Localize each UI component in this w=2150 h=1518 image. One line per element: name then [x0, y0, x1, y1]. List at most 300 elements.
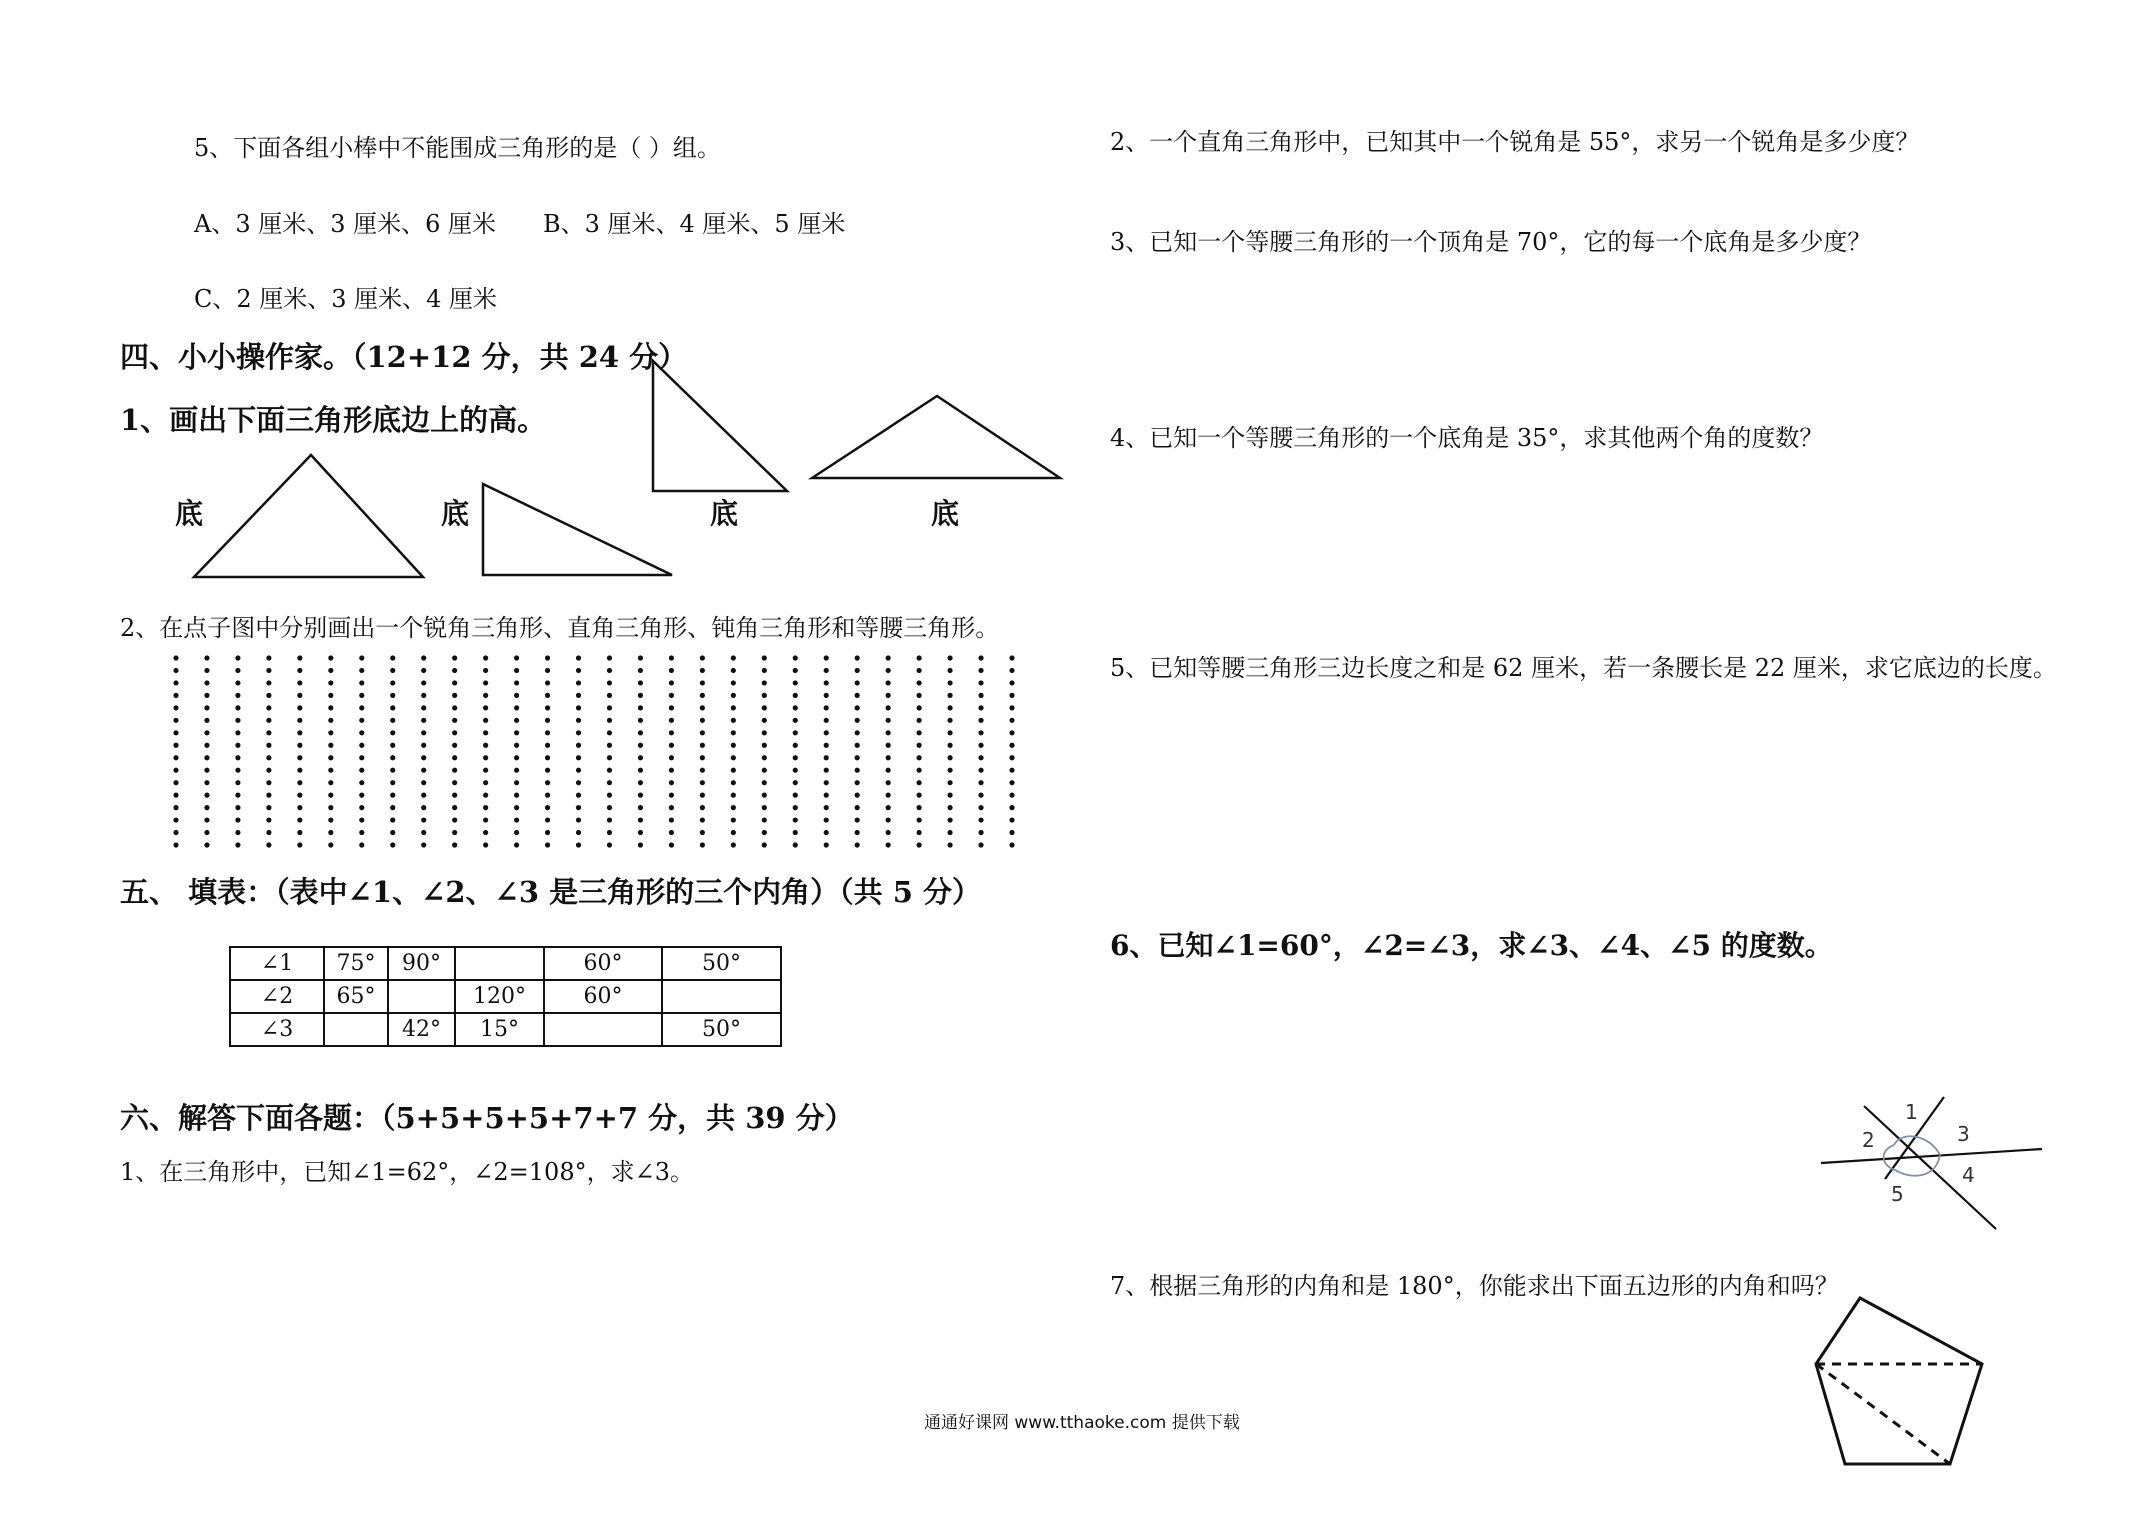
grid-dot [978, 693, 983, 698]
table-cell: 50° [662, 1013, 781, 1046]
grid-dot [669, 755, 674, 760]
grid-dot [793, 793, 798, 798]
grid-dot [173, 842, 178, 847]
table-cell: 90° [388, 947, 455, 980]
grid-dot [576, 842, 581, 847]
table-cell: ∠1 [230, 947, 324, 980]
grid-dot [731, 718, 736, 723]
grid-dot [483, 730, 488, 735]
grid-dot [607, 680, 612, 685]
grid-dot [731, 755, 736, 760]
grid-dot [359, 768, 364, 773]
grid-dot [607, 805, 612, 810]
grid-dot [947, 793, 952, 798]
grid-dot [917, 768, 922, 773]
grid-dot [824, 842, 829, 847]
grid-dot [297, 730, 302, 735]
grid-dot [731, 817, 736, 822]
grid-dot [514, 780, 519, 785]
grid-dot [173, 817, 178, 822]
grid-dot [669, 830, 674, 835]
q5-title: 5、下面各组小棒中不能围成三角形的是（ ）组。 [194, 134, 721, 162]
grid-dot [328, 705, 333, 710]
grid-dot [917, 830, 922, 835]
grid-dot [235, 743, 240, 748]
grid-dot [638, 793, 643, 798]
grid-dot [514, 718, 519, 723]
grid-dot [359, 842, 364, 847]
grid-dot [204, 768, 209, 773]
grid-dot [762, 768, 767, 773]
grid-dot [731, 680, 736, 685]
grid-dot [886, 655, 891, 660]
grid-dot [607, 780, 612, 785]
grid-dot [607, 830, 612, 835]
grid-dot [266, 805, 271, 810]
grid-dot [855, 705, 860, 710]
grid-dot [266, 743, 271, 748]
grid-dot [235, 755, 240, 760]
grid-dot [917, 780, 922, 785]
grid-dot [452, 743, 457, 748]
grid-dot [824, 755, 829, 760]
grid-dot [235, 730, 240, 735]
grid-dot [173, 768, 178, 773]
grid-dot [978, 743, 983, 748]
grid-dot [235, 718, 240, 723]
grid-dot [762, 655, 767, 660]
right-q7: 7、根据三角形的内角和是 180°，你能求出下面五边形的内角和吗？ [1110, 1272, 1839, 1300]
grid-dot [390, 743, 395, 748]
grid-dot [700, 743, 705, 748]
grid-dot [328, 655, 333, 660]
grid-dot [824, 693, 829, 698]
triangle-1 [194, 455, 423, 577]
grid-dot [607, 668, 612, 673]
grid-dot [173, 793, 178, 798]
grid-dot [638, 668, 643, 673]
grid-dot [947, 780, 952, 785]
grid-dot [886, 842, 891, 847]
grid-dot [793, 780, 798, 785]
grid-dot [638, 743, 643, 748]
grid-dot [886, 830, 891, 835]
grid-dot [978, 768, 983, 773]
grid-dot [266, 768, 271, 773]
grid-dot [483, 768, 488, 773]
grid-dot [731, 730, 736, 735]
grid-dot [483, 830, 488, 835]
grid-dot [359, 668, 364, 673]
grid-dot [266, 668, 271, 673]
grid-dot [731, 693, 736, 698]
grid-dot [204, 817, 209, 822]
grid-dot [855, 680, 860, 685]
grid-dot [204, 743, 209, 748]
grid-dot [576, 668, 581, 673]
grid-dot [886, 780, 891, 785]
grid-dot [638, 680, 643, 685]
table-cell: 65° [324, 980, 388, 1013]
grid-dot [452, 780, 457, 785]
grid-dot [421, 730, 426, 735]
grid-dot [793, 693, 798, 698]
grid-dot [638, 730, 643, 735]
triangle-2 [483, 484, 672, 575]
grid-dot [1009, 805, 1014, 810]
grid-dot [297, 680, 302, 685]
grid-dot [204, 780, 209, 785]
grid-dot [947, 705, 952, 710]
grid-dot [700, 768, 705, 773]
grid-dot [824, 793, 829, 798]
grid-dot [204, 755, 209, 760]
grid-dot [483, 693, 488, 698]
grid-dot [669, 668, 674, 673]
grid-dot [576, 730, 581, 735]
grid-dot [328, 830, 333, 835]
right-q4: 4、已知一个等腰三角形的一个底角是 35°，求其他两个角的度数？ [1110, 424, 1824, 452]
grid-dot [545, 655, 550, 660]
grid-dot [545, 730, 550, 735]
grid-dot [824, 705, 829, 710]
grid-dot [390, 693, 395, 698]
grid-dot [514, 668, 519, 673]
grid-dot [855, 842, 860, 847]
grid-dot [700, 655, 705, 660]
angle-label-2: 2 [1862, 1128, 1875, 1152]
grid-dot [266, 755, 271, 760]
grid-dot [978, 655, 983, 660]
grid-dot [452, 705, 457, 710]
grid-dot [947, 830, 952, 835]
angle-line-horizontal [1821, 1149, 2042, 1163]
grid-dot [328, 817, 333, 822]
grid-dot [793, 680, 798, 685]
grid-dot [297, 718, 302, 723]
grid-dot [483, 705, 488, 710]
grid-dot [700, 668, 705, 673]
grid-dot [638, 830, 643, 835]
grid-dot [266, 693, 271, 698]
grid-dot [824, 718, 829, 723]
grid-dot [204, 680, 209, 685]
grid-dot [731, 768, 736, 773]
grid-dot [793, 842, 798, 847]
grid-dot [545, 830, 550, 835]
grid-dot [359, 718, 364, 723]
grid-dot [452, 805, 457, 810]
grid-dot [545, 817, 550, 822]
grid-dot [452, 755, 457, 760]
grid-dot [452, 793, 457, 798]
grid-dot [452, 730, 457, 735]
grid-dot [638, 755, 643, 760]
grid-dot [669, 743, 674, 748]
grid-dot [669, 817, 674, 822]
grid-dot [576, 693, 581, 698]
grid-dot [700, 755, 705, 760]
dot-grid [173, 655, 1014, 847]
grid-dot [793, 805, 798, 810]
grid-dot [1009, 718, 1014, 723]
grid-dot [266, 655, 271, 660]
grid-dot [855, 693, 860, 698]
grid-dot [235, 680, 240, 685]
grid-dot [638, 842, 643, 847]
grid-dot [297, 743, 302, 748]
grid-dot [947, 817, 952, 822]
grid-dot [1009, 680, 1014, 685]
grid-dot [235, 817, 240, 822]
grid-dot [173, 830, 178, 835]
grid-dot [235, 668, 240, 673]
pentagon [1816, 1298, 1982, 1464]
grid-dot [576, 780, 581, 785]
grid-dot [390, 680, 395, 685]
grid-dot [390, 655, 395, 660]
grid-dot [855, 768, 860, 773]
grid-dot [978, 817, 983, 822]
grid-dot [762, 718, 767, 723]
grid-dot [421, 668, 426, 673]
grid-dot [359, 805, 364, 810]
grid-dot [731, 793, 736, 798]
grid-dot [669, 780, 674, 785]
grid-dot [514, 842, 519, 847]
grid-dot [204, 718, 209, 723]
grid-dot [235, 768, 240, 773]
grid-dot [1009, 743, 1014, 748]
grid-dot [204, 668, 209, 673]
angle-line-descending [1864, 1106, 1996, 1229]
grid-dot [638, 693, 643, 698]
grid-dot [793, 768, 798, 773]
grid-dot [793, 743, 798, 748]
grid-dot [297, 668, 302, 673]
grid-dot [452, 842, 457, 847]
grid-dot [576, 718, 581, 723]
grid-dot [452, 680, 457, 685]
grid-dot [235, 793, 240, 798]
grid-dot [793, 718, 798, 723]
grid-dot [978, 705, 983, 710]
grid-dot [855, 817, 860, 822]
grid-dot [731, 668, 736, 673]
grid-dot [700, 705, 705, 710]
grid-dot [545, 718, 550, 723]
grid-dot [483, 780, 488, 785]
right-q2: 2、一个直角三角形中，已知其中一个锐角是 55°，求另一个锐角是多少度？ [1110, 128, 1920, 156]
grid-dot [886, 805, 891, 810]
grid-dot [917, 693, 922, 698]
grid-dot [514, 693, 519, 698]
grid-dot [947, 655, 952, 660]
grid-dot [947, 805, 952, 810]
grid-dot [297, 830, 302, 835]
grid-dot [514, 730, 519, 735]
grid-dot [855, 668, 860, 673]
grid-dot [1009, 793, 1014, 798]
grid-dot [824, 780, 829, 785]
grid-dot [514, 655, 519, 660]
grid-dot [917, 805, 922, 810]
grid-dot [576, 768, 581, 773]
grid-dot [328, 680, 333, 685]
grid-dot [762, 680, 767, 685]
grid-dot [545, 842, 550, 847]
right-q3: 3、已知一个等腰三角形的一个顶角是 70°，它的每一个底角是多少度？ [1110, 228, 1872, 256]
grid-dot [576, 755, 581, 760]
grid-dot [607, 768, 612, 773]
grid-dot [173, 743, 178, 748]
grid-dot [700, 780, 705, 785]
grid-dot [452, 718, 457, 723]
grid-dot [793, 655, 798, 660]
grid-dot [266, 793, 271, 798]
grid-dot [638, 768, 643, 773]
grid-dot [607, 718, 612, 723]
grid-dot [1009, 768, 1014, 773]
grid-dot [607, 730, 612, 735]
grid-dot [545, 805, 550, 810]
grid-dot [700, 805, 705, 810]
grid-dot [390, 718, 395, 723]
grid-dot [978, 730, 983, 735]
grid-dot [452, 693, 457, 698]
grid-dot [514, 817, 519, 822]
grid-dot [855, 755, 860, 760]
grid-dot [390, 830, 395, 835]
grid-dot [886, 718, 891, 723]
grid-dot [824, 817, 829, 822]
grid-dot [514, 680, 519, 685]
grid-dot [917, 842, 922, 847]
section-4-q1: 1、画出下面三角形底边上的高。 [120, 403, 547, 437]
grid-dot [978, 842, 983, 847]
grid-dot [793, 830, 798, 835]
grid-dot [514, 805, 519, 810]
grid-dot [390, 842, 395, 847]
grid-dot [669, 805, 674, 810]
table-cell: 120° [455, 980, 544, 1013]
grid-dot [359, 693, 364, 698]
grid-dot [1009, 780, 1014, 785]
grid-dot [266, 830, 271, 835]
grid-dot [359, 755, 364, 760]
grid-dot [204, 805, 209, 810]
grid-dot [978, 718, 983, 723]
grid-dot [762, 793, 767, 798]
grid-dot [235, 805, 240, 810]
grid-dot [638, 805, 643, 810]
grid-dot [978, 830, 983, 835]
grid-dot [328, 718, 333, 723]
grid-dot [793, 705, 798, 710]
grid-dot [266, 780, 271, 785]
right-q6: 6、已知∠1=60°，∠2=∠3，求∠3、∠4、∠5 的度数。 [1110, 929, 1833, 962]
grid-dot [855, 718, 860, 723]
triangle-3 [653, 361, 787, 491]
q5-option-c: C、2 厘米、3 厘米、4 厘米 [194, 285, 498, 313]
base-label-3: 底 [710, 497, 739, 530]
grid-dot [483, 668, 488, 673]
grid-dot [824, 768, 829, 773]
grid-dot [762, 668, 767, 673]
grid-dot [638, 780, 643, 785]
grid-dot [638, 718, 643, 723]
grid-dot [638, 705, 643, 710]
grid-dot [731, 655, 736, 660]
grid-dot [173, 668, 178, 673]
grid-dot [483, 680, 488, 685]
grid-dot [762, 780, 767, 785]
grid-dot [235, 830, 240, 835]
grid-dot [886, 668, 891, 673]
grid-dot [266, 705, 271, 710]
grid-dot [328, 755, 333, 760]
grid-dot [204, 830, 209, 835]
grid-dot [886, 680, 891, 685]
grid-dot [452, 655, 457, 660]
grid-dot [545, 793, 550, 798]
grid-dot [328, 668, 333, 673]
angle-figure [1821, 1097, 2042, 1229]
angle-label-4: 4 [1962, 1163, 1975, 1187]
grid-dot [483, 805, 488, 810]
grid-dot [483, 655, 488, 660]
grid-dot [1009, 817, 1014, 822]
grid-dot [359, 793, 364, 798]
grid-dot [390, 755, 395, 760]
grid-dot [483, 793, 488, 798]
grid-dot [359, 705, 364, 710]
grid-dot [607, 755, 612, 760]
grid-dot [886, 755, 891, 760]
grid-dot [297, 705, 302, 710]
grid-dot [1009, 755, 1014, 760]
grid-dot [576, 680, 581, 685]
grid-dot [359, 680, 364, 685]
grid-dot [607, 842, 612, 847]
grid-dot [235, 705, 240, 710]
grid-dot [700, 793, 705, 798]
grid-dot [483, 755, 488, 760]
grid-dot [204, 793, 209, 798]
grid-dot [762, 743, 767, 748]
grid-dot [421, 718, 426, 723]
grid-dot [731, 830, 736, 835]
grid-dot [978, 805, 983, 810]
grid-dot [235, 780, 240, 785]
grid-dot [576, 805, 581, 810]
angle-label-5: 5 [1891, 1182, 1904, 1206]
grid-dot [297, 780, 302, 785]
grid-dot [421, 793, 426, 798]
grid-dot [917, 668, 922, 673]
grid-dot [545, 755, 550, 760]
grid-dot [917, 718, 922, 723]
grid-dot [514, 705, 519, 710]
grid-dot [483, 718, 488, 723]
grid-dot [669, 793, 674, 798]
grid-dot [421, 830, 426, 835]
grid-dot [545, 693, 550, 698]
grid-dot [700, 817, 705, 822]
grid-dot [545, 680, 550, 685]
grid-dot [421, 805, 426, 810]
triangle-4 [812, 396, 1060, 478]
